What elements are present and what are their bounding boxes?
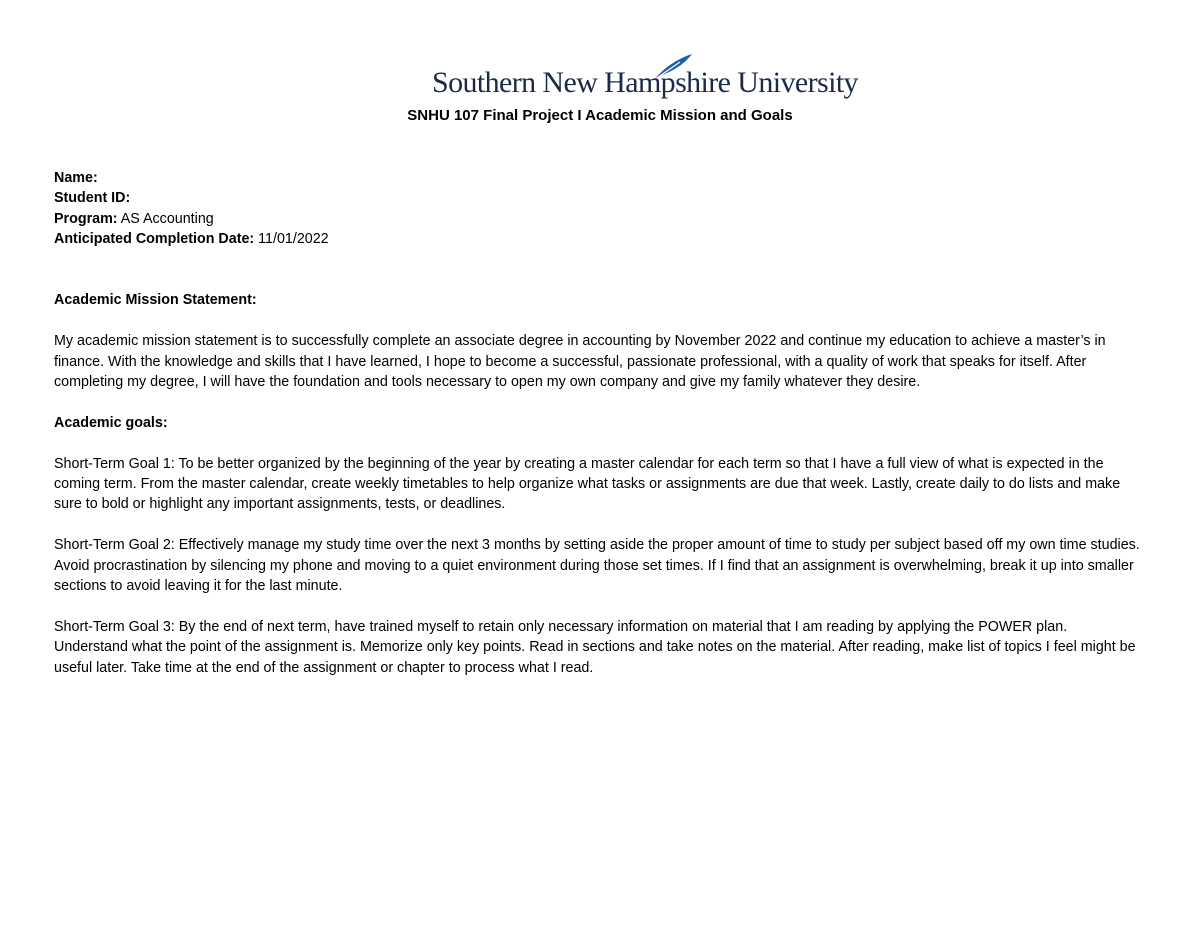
completion-date-label: Anticipated Completion Date: bbox=[54, 231, 255, 248]
completion-date-field bbox=[54, 229, 1144, 249]
short-term-goal-3: Short-Term Goal 3: By the end of next term, have trained myself to retain only necessary information on material that I am reading by applying the POWER plan. Understand what the point of the assignment is. Memorize only key points. Read in sections and take notes on the material. After reading, make list of topics I feel might be useful later. Take time at the end of the assignment or chapter to process what I read. bbox=[54, 618, 1136, 676]
short-term-goal-2: Short-Term Goal 2: Effectively manage my study time over the next 3 months by setting aside the proper amount of time to study per subject based off my own time studies. Avoid procrastination by silencing my phone and moving to a quiet environment during those set times. If I find that an assignment is overwhelming, break it up into smaller sections to avoid leaving it for the last minute. bbox=[54, 537, 1140, 595]
document-body bbox=[54, 168, 1144, 678]
goals-heading: Academic goals: bbox=[54, 414, 168, 431]
logo-wordmark: Southern New Hampshire University bbox=[432, 66, 858, 99]
student-id-field bbox=[54, 188, 1144, 208]
name-label: Name: bbox=[54, 170, 98, 186]
program-value: AS Accounting bbox=[117, 210, 214, 227]
program-field bbox=[54, 209, 1144, 229]
completion-date-value: 11/01/2022 bbox=[254, 231, 329, 248]
student-id-label: Student ID: bbox=[54, 190, 131, 207]
university-logo bbox=[432, 52, 858, 108]
document-title: SNHU 107 Final Project I Academic Mission and Goals bbox=[407, 107, 793, 124]
mission-statement: My academic mission statement is to successfully complete an associate degree in accounting by November 2022 and continue my education to achieve a master’s in finance. With the knowledge and skills that I have learned, I hope to become a successful, passionate professional, with a quality of work that speaks for itself. After completing my degree, I will have the foundation and tools necessary to open my own company and give my family whatever they desire. bbox=[54, 333, 1106, 391]
name-field bbox=[54, 168, 1144, 188]
mission-heading: Academic Mission Statement: bbox=[54, 292, 257, 309]
short-term-goal-1: Short-Term Goal 1: To be better organized by the beginning of the year by creating a master calendar for each term so that I have a full view of what is expected in the coming term. From the master calendar, create weekly timetables to help organize what tasks or assignments are due that week. Lastly, create daily to do lists and make sure to bold or highlight any important assignments, tests, or deadlines. bbox=[54, 455, 1121, 513]
program-label: Program: bbox=[54, 210, 118, 227]
